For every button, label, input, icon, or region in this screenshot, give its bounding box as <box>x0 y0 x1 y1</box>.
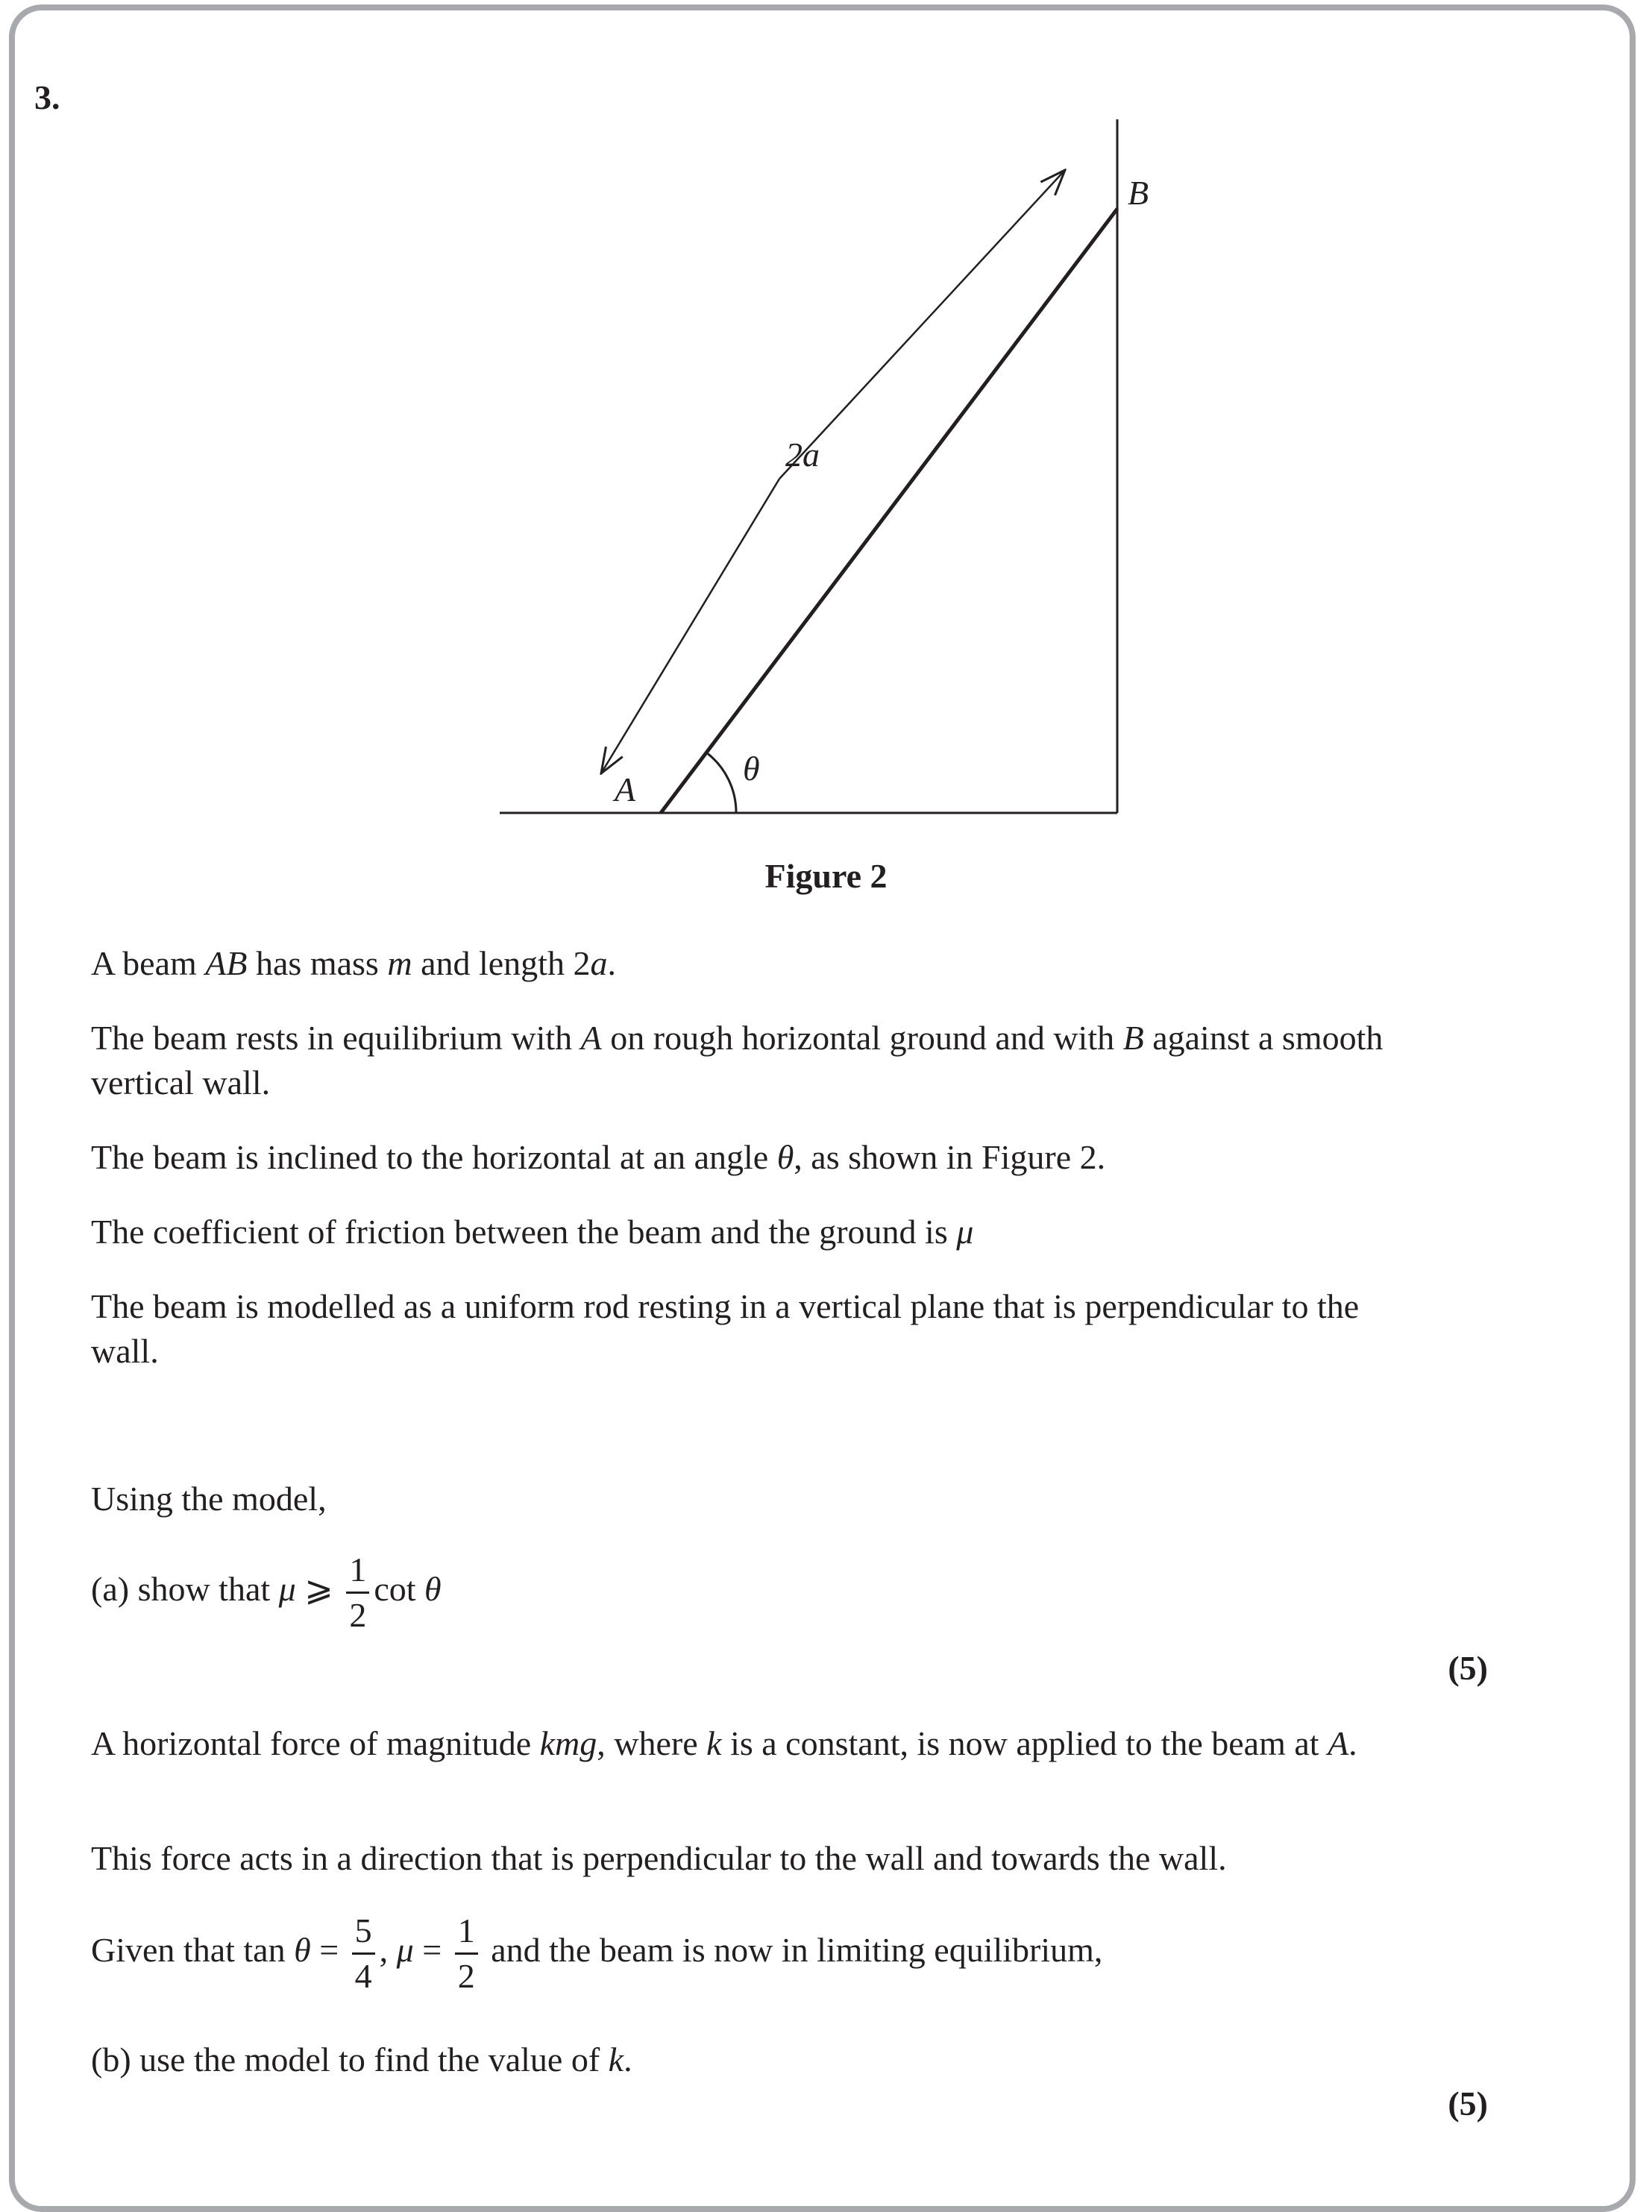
label-length: 2a <box>785 436 820 474</box>
label-b: B <box>1128 174 1149 212</box>
part-b-marks: (5) <box>1448 2084 1488 2123</box>
part-a-question: (a) show that μ ⩾ $\frac{1}{2}$ cot θ <box>91 1550 442 1634</box>
length-arrow <box>779 170 1065 479</box>
label-a: A <box>615 770 636 808</box>
paragraph-given-values: Given that tan θ = $\frac{5}{4}$ , μ = $\frac{1}{2}$ and the beam is now in limiting equilibrium, <box>91 1911 1103 1995</box>
fraction-one-half-mu: $\frac{1}{2}$ <box>455 1914 478 1993</box>
paragraph-force-direction: This force acts in a direction that is perpendicular to the wall and towards the wall. <box>91 1839 1227 1877</box>
figure-caption: Figure 2 <box>764 857 888 895</box>
label-angle: θ <box>743 750 760 788</box>
part-b-question: (b) use the model to find the value of k. <box>91 2040 632 2079</box>
paragraph-using-model: Using the model, <box>91 1480 327 1518</box>
question-number: 3. <box>34 78 60 116</box>
fraction-one-half: $\frac{1}{2}$ <box>346 1553 369 1633</box>
part-a-marks: (5) <box>1448 1649 1488 1687</box>
beam-ab <box>661 209 1117 813</box>
angle-arc <box>706 752 736 813</box>
fraction-five-quarters: $\frac{5}{4}$ <box>352 1914 375 1993</box>
paragraph-model: The beam is modelled as a uniform rod resting in a vertical plane that is perpendicular to the wall. <box>91 1287 1360 1370</box>
figure-2-diagram <box>0 0 1652 932</box>
paragraph-equilibrium: The beam rests in equilibrium with A on rough horizontal ground and with B against a smooth vertical wall. <box>91 1019 1384 1102</box>
paragraph-friction: The coefficient of friction between the beam and the ground is μ <box>91 1213 974 1251</box>
paragraph-inclination: The beam is inclined to the horizontal at an angle θ, as shown in Figure 2. <box>91 1138 1106 1176</box>
length-arrow-lower <box>601 479 779 773</box>
paragraph-beam-mass: A beam AB has mass m and length 2a. <box>91 944 616 982</box>
paragraph-horizontal-force: A horizontal force of magnitude kmg, where k is a constant, is now applied to the beam at A. <box>91 1724 1357 1762</box>
